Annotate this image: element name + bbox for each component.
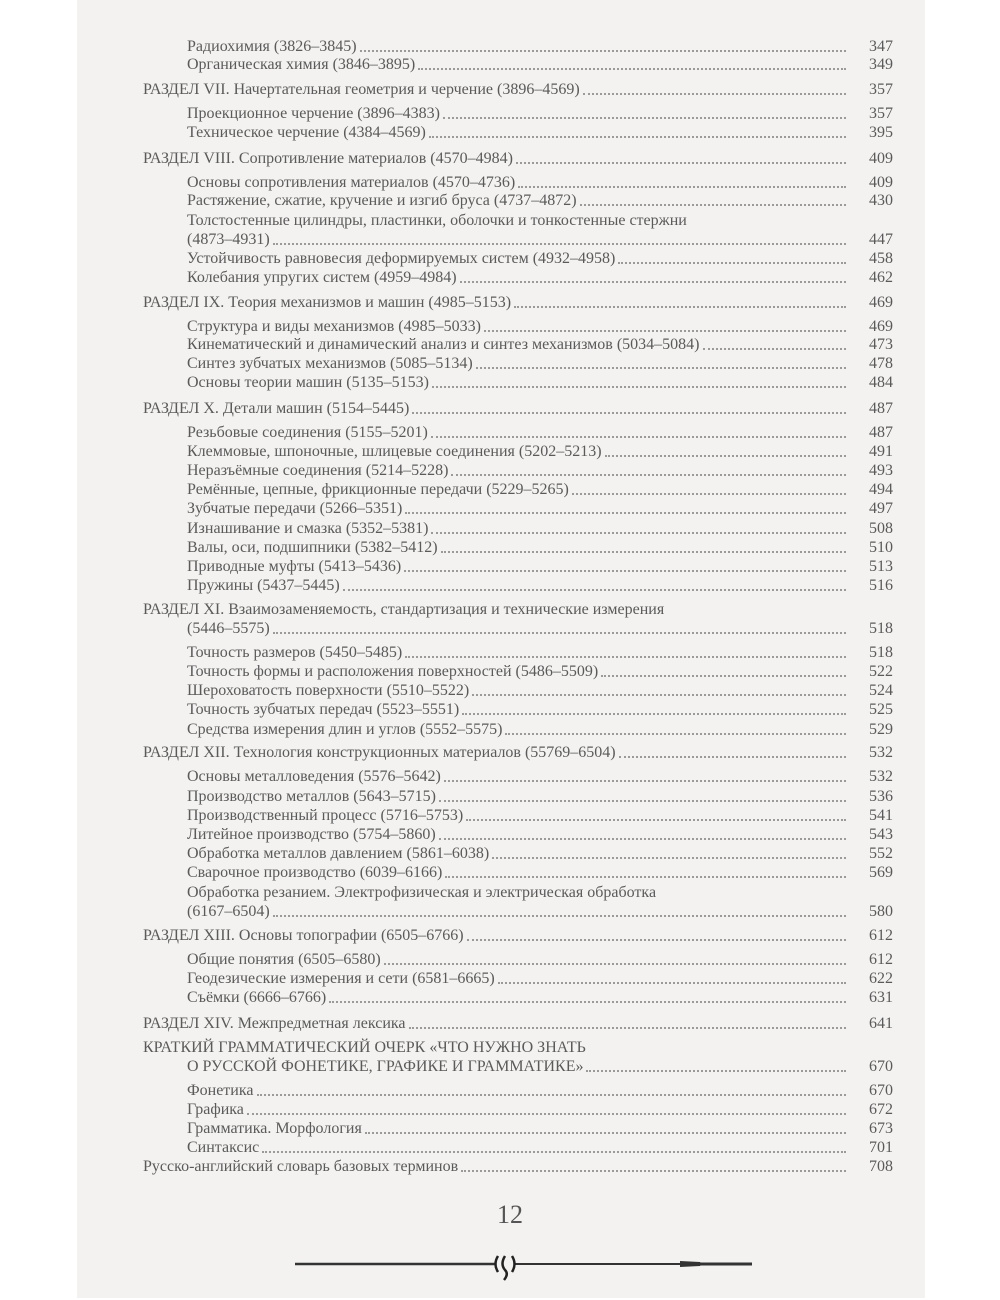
toc-subsection-entry xyxy=(0,950,1000,969)
toc-entry-title: Шероховатость поверхности (5510–5522) xyxy=(187,682,470,699)
toc-entry-title: Кинематический и динамический анализ и синтез механизмов (5034–5084) xyxy=(187,336,700,353)
toc-page-number: 497 xyxy=(869,500,893,517)
toc-section-entry xyxy=(0,743,1000,762)
toc-page-number: 670 xyxy=(869,1082,893,1099)
dot-leader xyxy=(605,455,846,457)
toc-page-number: 458 xyxy=(869,250,893,267)
toc-subsection-entry xyxy=(0,863,1000,882)
toc-entry-title: Ремённые, цепные, фрикционные передачи (5229–5265) xyxy=(187,481,569,498)
toc-subsection-entry xyxy=(0,538,1000,557)
dot-leader xyxy=(443,117,846,119)
toc-subsection-entry xyxy=(0,787,1000,806)
toc-subsection-entry xyxy=(0,37,1000,56)
toc-subsection-entry xyxy=(0,1100,1000,1119)
dot-leader xyxy=(484,330,846,332)
toc-page-number: 536 xyxy=(869,788,893,805)
dot-leader xyxy=(586,1070,846,1072)
toc-entry-title: Русско-английский словарь базовых терминов xyxy=(143,1158,459,1175)
toc-entry-title: Устойчивость равновесия деформируемых систем (4932–4958) xyxy=(187,250,616,267)
toc-entry-title: Структура и виды механизмов (4985–5033) xyxy=(187,318,481,335)
dot-leader xyxy=(412,412,846,414)
toc-entry-title: РАЗДЕЛ XIV. Межпредметная лексика xyxy=(143,1015,406,1032)
toc-page-number: 518 xyxy=(869,644,893,661)
toc-page-number: 487 xyxy=(869,424,893,441)
toc-subsection-entry xyxy=(0,767,1000,786)
toc-entry-title: (5446–5575) xyxy=(187,620,270,637)
toc-entry-title: РАЗДЕЛ X. Детали машин (5154–5445) xyxy=(143,400,410,417)
dot-leader xyxy=(360,50,846,52)
toc-entry-title: (6167–6504) xyxy=(187,903,270,920)
toc-subsection-entry xyxy=(0,720,1000,739)
dot-leader xyxy=(505,733,846,735)
toc-page-number: 525 xyxy=(869,701,893,718)
toc-page-number: 395 xyxy=(869,124,893,141)
toc-subsection-entry xyxy=(0,211,1000,230)
toc-entry-title: Клеммовые, шпоночные, шлицевые соединения (5202–5213) xyxy=(187,443,602,460)
toc-subsection-entry xyxy=(0,988,1000,1007)
dot-leader xyxy=(460,281,846,283)
dot-leader xyxy=(498,982,846,984)
toc-entry-title: Основы теории машин (5135–5153) xyxy=(187,374,429,391)
toc-subsection-entry xyxy=(0,317,1000,336)
toc-subsection-entry xyxy=(0,700,1000,719)
toc-entry-title: Литейное производство (5754–5860) xyxy=(187,826,436,843)
toc-subsection-entry xyxy=(0,1138,1000,1157)
toc-entry-title: Сварочное производство (6039–6166) xyxy=(187,864,443,881)
toc-page-number: 473 xyxy=(869,336,893,353)
toc-page-number: 462 xyxy=(869,269,893,286)
toc-entry-title: (4873–4931) xyxy=(187,231,270,248)
toc-page-number: 494 xyxy=(869,481,893,498)
toc-page-number: 541 xyxy=(869,807,893,824)
toc-entry-title: Неразъёмные соединения (5214–5228) xyxy=(187,462,449,479)
toc-section-entry xyxy=(0,399,1000,418)
dot-leader xyxy=(262,1151,846,1153)
dot-leader xyxy=(273,632,846,634)
toc-entry-title: РАЗДЕЛ VIII. Сопротивление материалов (4570–4984) xyxy=(143,150,513,167)
toc-entry-title: Грамматика. Морфология xyxy=(187,1120,362,1137)
toc-subsection-entry xyxy=(0,423,1000,442)
toc-section-entry xyxy=(0,1057,1000,1076)
toc-subsection-entry xyxy=(0,844,1000,863)
toc-page-number: 347 xyxy=(869,38,893,55)
toc-subsection-entry xyxy=(0,499,1000,518)
dot-leader xyxy=(618,262,846,264)
dot-leader xyxy=(601,675,846,677)
toc-subsection-entry xyxy=(0,662,1000,681)
dot-leader xyxy=(405,512,846,514)
toc-entry-title: КРАТКИЙ ГРАММАТИЧЕСКИЙ ОЧЕРК «ЧТО НУЖНО ЗНАТЬ xyxy=(143,1039,586,1056)
dot-leader xyxy=(273,915,846,917)
toc-page-number: 357 xyxy=(869,105,893,122)
toc-page-number: 532 xyxy=(869,768,893,785)
dot-leader xyxy=(431,532,846,534)
toc-subsection-entry xyxy=(0,969,1000,988)
dot-leader xyxy=(703,348,847,350)
toc-page-number: 493 xyxy=(869,462,893,479)
dot-leader xyxy=(466,819,846,821)
toc-entry-title: Производство металлов (5643–5715) xyxy=(187,788,436,805)
dot-leader xyxy=(441,551,846,553)
toc-subsection-entry xyxy=(0,576,1000,595)
toc-page-number: 612 xyxy=(869,951,893,968)
toc-page-number: 491 xyxy=(869,443,893,460)
dot-leader xyxy=(365,1132,846,1134)
toc-section-entry xyxy=(0,293,1000,312)
toc-entry-title: Производственный процесс (5716–5753) xyxy=(187,807,464,824)
toc-page-number: 469 xyxy=(869,318,893,335)
toc-entry-title: РАЗДЕЛ XIII. Основы топографии (6505–6766) xyxy=(143,927,464,944)
toc-entry-title: Колебания упругих систем (4959–4984) xyxy=(187,269,457,286)
dot-leader xyxy=(273,243,846,245)
toc-subsection-entry xyxy=(0,1081,1000,1100)
toc-page-number: 622 xyxy=(869,970,893,987)
toc-page-number: 673 xyxy=(869,1120,893,1137)
dot-leader xyxy=(572,493,846,495)
dot-leader xyxy=(451,474,846,476)
toc-page-number: 569 xyxy=(869,864,893,881)
toc-subsection-entry xyxy=(0,1119,1000,1138)
toc-subsection-entry xyxy=(0,123,1000,142)
toc-entry-title: Валы, оси, подшипники (5382–5412) xyxy=(187,539,438,556)
toc-page-number: 518 xyxy=(869,620,893,637)
toc-page-number: 672 xyxy=(869,1101,893,1118)
toc-entry-title: Общие понятия (6505–6580) xyxy=(187,951,381,968)
toc-entry-title: Изнашивание и смазка (5352–5381) xyxy=(187,520,429,537)
toc-section-entry xyxy=(0,1157,1000,1176)
toc-page-number: 522 xyxy=(869,663,893,680)
dot-leader xyxy=(467,939,846,941)
toc-page-number: 357 xyxy=(869,81,893,98)
toc-subsection-entry xyxy=(0,249,1000,268)
dot-leader xyxy=(514,306,846,308)
dot-leader xyxy=(329,1001,846,1003)
dot-leader xyxy=(404,570,846,572)
toc-page-number: 612 xyxy=(869,927,893,944)
toc-subsection-entry xyxy=(0,373,1000,392)
toc-page-number: 516 xyxy=(869,577,893,594)
toc-entry-title: Синтез зубчатых механизмов (5085–5134) xyxy=(187,355,473,372)
toc-entry-title: Фонетика xyxy=(187,1082,254,1099)
toc-page-number: 532 xyxy=(869,744,893,761)
toc-entry-title: Растяжение, сжатие, кручение и изгиб бруса (4737–4872) xyxy=(187,192,577,209)
toc-page-number: 631 xyxy=(869,989,893,1006)
toc-section-entry xyxy=(0,80,1000,99)
toc-section-entry xyxy=(0,926,1000,945)
toc-page-number: 524 xyxy=(869,682,893,699)
toc-page-number: 447 xyxy=(869,231,893,248)
toc-entry-title: Синтаксис xyxy=(187,1139,260,1156)
toc-page-number: 409 xyxy=(869,150,893,167)
dot-leader xyxy=(445,876,846,878)
toc-page-number: 708 xyxy=(869,1158,893,1175)
toc-page-number: 469 xyxy=(869,294,893,311)
dot-leader xyxy=(418,68,846,70)
toc-subsection-entry xyxy=(0,461,1000,480)
dot-leader xyxy=(619,756,846,758)
toc-entry-title: Средства измерения длин и углов (5552–5575) xyxy=(187,721,503,738)
toc-page-number: 508 xyxy=(869,520,893,537)
dot-leader xyxy=(409,1027,846,1029)
toc-page-number: 670 xyxy=(869,1058,893,1075)
dot-leader xyxy=(439,800,846,802)
toc-entry-title: Точность формы и расположения поверхностей (5486–5509) xyxy=(187,663,599,680)
toc-entry-title: Геодезические измерения и сети (6581–6665) xyxy=(187,970,495,987)
toc-entry-title: Графика xyxy=(187,1101,244,1118)
toc-entry-title: Техническое черчение (4384–4569) xyxy=(187,124,426,141)
toc-page-number: 430 xyxy=(869,192,893,209)
toc-section-entry xyxy=(0,149,1000,168)
toc-page-number: 552 xyxy=(869,845,893,862)
toc-subsection-entry xyxy=(0,354,1000,373)
toc-subsection-entry xyxy=(0,104,1000,123)
toc-entry-title: РАЗДЕЛ IX. Теория механизмов и машин (4985–5153) xyxy=(143,294,512,311)
toc-entry-title: РАЗДЕЛ XI. Взаимозаменяемость, стандартизация и технические измерения xyxy=(143,601,665,618)
dot-leader xyxy=(492,857,846,859)
dot-leader xyxy=(516,162,846,164)
toc-entry-title: Обработка резанием. Электрофизическая и электрическая обработка xyxy=(187,884,657,901)
toc-entry-title: РАЗДЕЛ VII. Начертательная геометрия и черчение (3896–4569) xyxy=(143,81,580,98)
toc-section-entry xyxy=(0,1014,1000,1033)
toc-page-number: 701 xyxy=(869,1139,893,1156)
toc-section-entry xyxy=(0,1038,1000,1057)
dot-leader xyxy=(257,1094,847,1096)
toc-subsection-entry xyxy=(0,681,1000,700)
toc-subsection-entry xyxy=(0,557,1000,576)
toc-section-entry xyxy=(0,600,1000,619)
toc-page-number: 641 xyxy=(869,1015,893,1032)
toc-entry-title: Резьбовые соединения (5155–5201) xyxy=(187,424,428,441)
dot-leader xyxy=(432,386,846,388)
toc-page-number: 543 xyxy=(869,826,893,843)
toc-page-number: 513 xyxy=(869,558,893,575)
toc-subsection-entry xyxy=(0,883,1000,902)
toc-page-number: 484 xyxy=(869,374,893,391)
toc-entry-title: Проекционное черчение (3896–4383) xyxy=(187,105,440,122)
toc-entry-title: Толстостенные цилиндры, пластинки, оболочки и тонкостенные стержни xyxy=(187,212,687,229)
toc-subsection-entry xyxy=(0,825,1000,844)
toc-subsection-entry xyxy=(0,268,1000,287)
dot-leader xyxy=(429,136,846,138)
toc-entry-title: РАЗДЕЛ XII. Технология конструкционных материалов (55769–6504) xyxy=(143,744,616,761)
toc-subsection-entry xyxy=(0,191,1000,210)
toc-subsection-entry xyxy=(0,902,1000,921)
dot-leader xyxy=(384,963,846,965)
toc-entry-title: Органическая химия (3846–3895) xyxy=(187,56,416,73)
toc-entry-title: Съёмки (6666–6766) xyxy=(187,989,327,1006)
page-number: 12 xyxy=(497,1200,523,1229)
toc-entry-title: Пружины (5437–5445) xyxy=(187,577,340,594)
toc-page-number: 580 xyxy=(869,903,893,920)
dot-leader xyxy=(343,589,846,591)
toc-page-number: 510 xyxy=(869,539,893,556)
dot-leader xyxy=(583,93,846,95)
toc-entry-title: Основы сопротивления материалов (4570–4736) xyxy=(187,174,516,191)
toc-entry-title: О РУССКОЙ ФОНЕТИКЕ, ГРАФИКЕ И ГРАММАТИКЕ» xyxy=(187,1058,584,1075)
toc-entry-title: Зубчатые передачи (5266–5351) xyxy=(187,500,403,517)
toc-page-number: 529 xyxy=(869,721,893,738)
dot-leader xyxy=(472,694,846,696)
dot-leader xyxy=(461,1170,846,1172)
toc-subsection-entry xyxy=(0,480,1000,499)
toc-entry-title: Основы металловедения (5576–5642) xyxy=(187,768,441,785)
toc-entry-title: Радиохимия (3826–3845) xyxy=(187,38,357,55)
ornament-divider-icon xyxy=(290,1252,760,1282)
toc-page-number: 409 xyxy=(869,174,893,191)
toc-subsection-entry xyxy=(0,173,1000,192)
dot-leader xyxy=(439,838,846,840)
toc-entry-title: Приводные муфты (5413–5436) xyxy=(187,558,402,575)
toc-entry-title: Обработка металлов давлением (5861–6038) xyxy=(187,845,490,862)
dot-leader xyxy=(444,780,846,782)
toc-subsection-entry xyxy=(0,643,1000,662)
toc-page-number: 349 xyxy=(869,56,893,73)
toc-subsection-entry xyxy=(0,442,1000,461)
toc-subsection-entry xyxy=(0,335,1000,354)
toc-section-entry xyxy=(0,619,1000,638)
dot-leader xyxy=(247,1113,846,1115)
toc-page-number: 487 xyxy=(869,400,893,417)
toc-entry-title: Точность размеров (5450–5485) xyxy=(187,644,403,661)
toc-entry-title: Точность зубчатых передач (5523–5551) xyxy=(187,701,460,718)
toc-page-number: 478 xyxy=(869,355,893,372)
toc-subsection-entry xyxy=(0,55,1000,74)
toc-subsection-entry xyxy=(0,519,1000,538)
dot-leader xyxy=(476,367,846,369)
dot-leader xyxy=(431,436,846,438)
toc-subsection-entry xyxy=(0,806,1000,825)
dot-leader xyxy=(580,204,846,206)
toc-subsection-entry xyxy=(0,230,1000,249)
dot-leader xyxy=(518,186,846,188)
dot-leader xyxy=(405,656,846,658)
dot-leader xyxy=(462,713,846,715)
